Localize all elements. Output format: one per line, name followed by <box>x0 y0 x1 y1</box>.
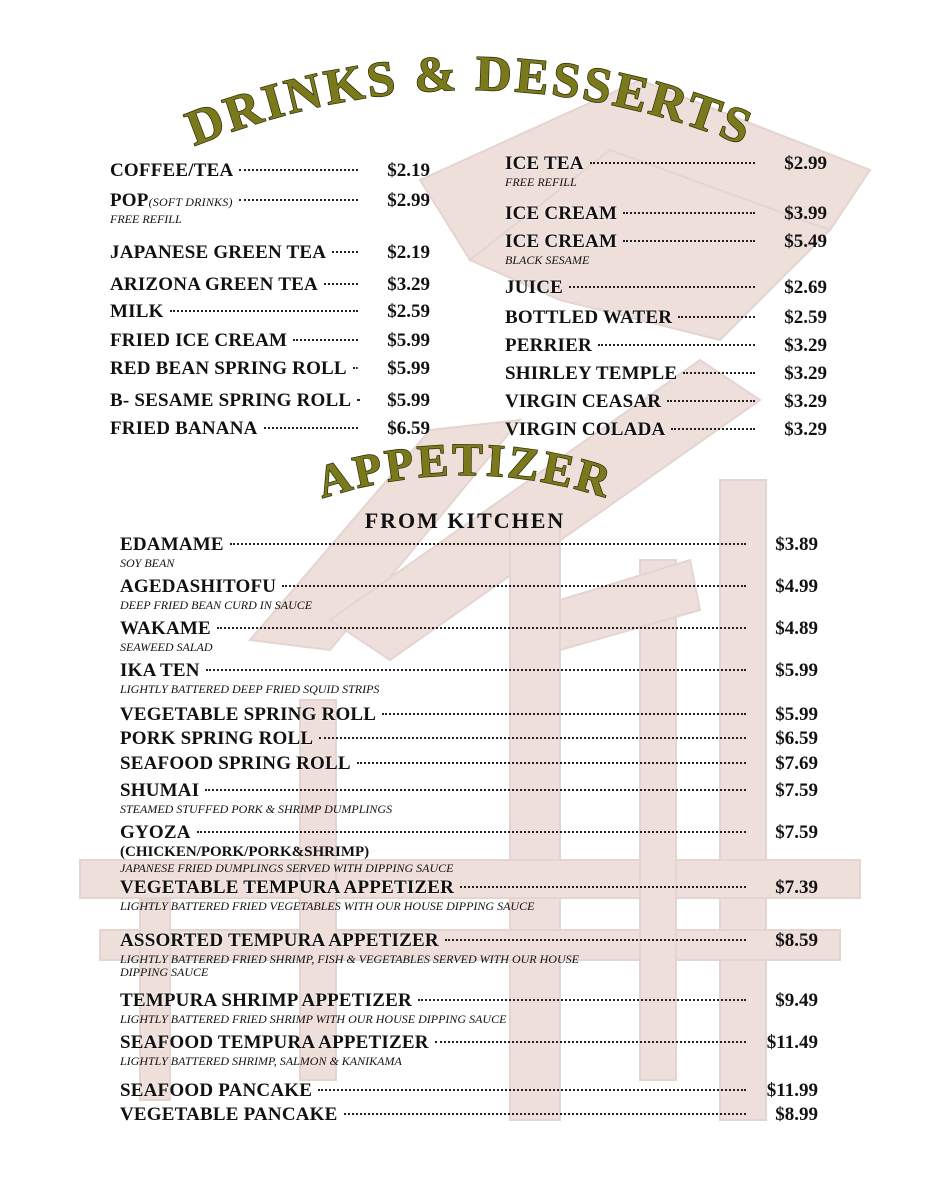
item-variant: (CHICKEN/PORK/PORK&SHRIMP) <box>120 844 370 860</box>
menu-item <box>505 153 827 188</box>
item-price: $3.29 <box>784 419 827 440</box>
item-name: PERRIER <box>505 335 592 356</box>
appetizer-heading-arch <box>0 430 930 520</box>
item-name-detail: (SOFT DRINKS) <box>148 195 233 209</box>
menu-item <box>505 277 827 299</box>
item-name: AGEDASHITOFU <box>120 576 277 597</box>
menu-item <box>505 307 827 329</box>
menu-item <box>120 780 818 815</box>
item-price: $3.99 <box>784 203 827 224</box>
dot-leader <box>239 199 358 201</box>
dot-leader <box>667 400 755 402</box>
item-name: POP(SOFT DRINKS) <box>110 190 233 211</box>
dot-leader <box>264 427 358 429</box>
item-price: $2.99 <box>784 153 827 174</box>
svg-text:DRINKS & DESSERTS <box>178 45 762 156</box>
dot-leader <box>319 737 746 739</box>
menu-item <box>505 335 827 357</box>
menu-item <box>505 231 827 266</box>
menu-item <box>505 203 827 225</box>
item-name: COFFEE/TEA <box>110 160 234 181</box>
item-price: $11.99 <box>766 1080 818 1101</box>
item-description: DEEP FRIED BEAN CURD IN SAUCE <box>120 598 313 612</box>
item-price: $5.99 <box>387 358 430 379</box>
item-price: $6.59 <box>387 418 430 439</box>
dot-leader <box>206 669 746 671</box>
item-price: $2.19 <box>387 242 430 263</box>
dot-leader <box>598 344 755 346</box>
item-price: $3.29 <box>784 335 827 356</box>
item-description: LIGHTLY BATTERED FRIED VEGETABLES WITH OUR HOUSE DIPPING SAUCE <box>120 899 535 913</box>
menu-item <box>110 190 430 225</box>
item-name: SEAFOOD PANCAKE <box>120 1080 313 1101</box>
item-price: $2.99 <box>387 190 430 211</box>
menu-item <box>110 418 430 440</box>
item-name: MILK <box>110 301 164 322</box>
item-name: BOTTLED WATER <box>505 307 673 328</box>
dot-leader <box>332 251 358 253</box>
menu-item <box>120 704 818 726</box>
item-name: WAKAME <box>120 618 211 639</box>
item-price: $3.89 <box>775 534 818 555</box>
dot-leader <box>445 939 746 941</box>
item-price: $4.89 <box>775 618 818 639</box>
menu-item <box>505 391 827 413</box>
item-price: $9.49 <box>775 990 818 1011</box>
dot-leader <box>230 543 746 545</box>
menu-item <box>120 1104 818 1126</box>
dot-leader <box>344 1113 746 1115</box>
item-name: SEAFOOD TEMPURA APPETIZER <box>120 1032 429 1053</box>
item-name: VEGETABLE PANCAKE <box>120 1104 338 1125</box>
menu-item <box>120 576 818 611</box>
dot-leader <box>683 372 755 374</box>
dot-leader <box>170 310 358 312</box>
item-name: ICE CREAM <box>505 203 618 224</box>
item-description: JAPANESE FRIED DUMPLINGS SERVED WITH DIPPING SAUCE <box>120 861 454 875</box>
item-price: $11.49 <box>766 1032 818 1053</box>
menu-item <box>120 753 818 775</box>
item-price: $5.99 <box>775 660 818 681</box>
dot-leader <box>382 713 746 715</box>
item-name: ASSORTED TEMPURA APPETIZER <box>120 930 439 951</box>
item-name: FRIED ICE CREAM <box>110 330 288 351</box>
item-price: $3.29 <box>784 363 827 384</box>
menu-item <box>120 822 818 874</box>
item-name: GYOZA <box>120 822 191 843</box>
item-name: EDAMAME <box>120 534 224 555</box>
item-description: SEAWEED SALAD <box>120 640 213 654</box>
menu-item <box>110 160 430 182</box>
item-price: $2.19 <box>387 160 430 181</box>
menu-item <box>110 330 430 352</box>
item-name: VIRGIN CEASAR <box>505 391 662 412</box>
item-price: $5.99 <box>387 330 430 351</box>
item-description: BLACK SESAME <box>505 253 590 267</box>
item-price: $7.39 <box>775 877 818 898</box>
item-price: $4.99 <box>775 576 818 597</box>
dot-leader <box>293 339 358 341</box>
dot-leader <box>671 428 755 430</box>
item-description: LIGHTLY BATTERED FRIED SHRIMP WITH OUR HOUSE DIPPING SAUCE <box>120 1012 507 1026</box>
dot-leader <box>569 286 755 288</box>
item-description: FREE REFILL <box>110 212 182 226</box>
item-description: LIGHTLY BATTERED FRIED SHRIMP, FISH & VEGETABLES SERVED WITH OUR HOUSE <box>120 952 579 966</box>
dot-leader <box>197 831 746 833</box>
menu-item <box>110 274 430 296</box>
item-price: $8.99 <box>775 1104 818 1125</box>
item-name: SEAFOOD SPRING ROLL <box>120 753 351 774</box>
item-price: $5.99 <box>775 704 818 725</box>
menu-item <box>120 660 818 695</box>
item-price: $3.29 <box>784 391 827 412</box>
menu-item <box>110 390 430 412</box>
dot-leader <box>435 1041 746 1043</box>
item-name: SHUMAI <box>120 780 200 801</box>
item-description: LIGHTLY BATTERED DEEP FRIED SQUID STRIPS <box>120 682 380 696</box>
item-name: ICE CREAM <box>505 231 618 252</box>
menu-item <box>120 1032 818 1067</box>
item-description: LIGHTLY BATTERED SHRIMP, SALMON & KANIKAMA <box>120 1054 402 1068</box>
dot-leader <box>678 316 755 318</box>
item-price: $5.99 <box>387 390 430 411</box>
item-name: JUICE <box>505 277 564 298</box>
item-price: $7.59 <box>775 822 818 843</box>
dot-leader <box>324 283 358 285</box>
item-price: $2.59 <box>784 307 827 328</box>
item-description: DIPPING SAUCE <box>120 965 209 979</box>
svg-text:APPETIZER <box>311 434 619 508</box>
menu-item <box>120 1080 818 1102</box>
menu-item <box>120 877 818 912</box>
item-price: $2.59 <box>387 301 430 322</box>
item-price: $6.59 <box>775 728 818 749</box>
drinks-desserts-title: DRINKS & DESSERTS <box>178 44 762 157</box>
dot-leader <box>282 585 746 587</box>
item-description: STEAMED STUFFED PORK & SHRIMP DUMPLINGS <box>120 802 393 816</box>
item-price: $8.59 <box>775 930 818 951</box>
dot-leader <box>623 212 755 214</box>
dot-leader <box>239 169 358 171</box>
dot-leader <box>217 627 746 629</box>
item-name: TEMPURA SHRIMP APPETIZER <box>120 990 412 1011</box>
menu-item <box>505 363 827 385</box>
item-name: IKA TEN <box>120 660 200 681</box>
item-price: $3.29 <box>387 274 430 295</box>
item-name: VEGETABLE TEMPURA APPETIZER <box>120 877 455 898</box>
from-kitchen-subtitle: FROM KITCHEN <box>364 508 566 533</box>
menu-item <box>120 930 818 978</box>
item-description: SOY BEAN <box>120 556 175 570</box>
menu-item <box>120 618 818 653</box>
item-price: $7.59 <box>775 780 818 801</box>
item-name: PORK SPRING ROLL <box>120 728 314 749</box>
item-name: ICE TEA <box>505 153 584 174</box>
menu-item <box>505 419 827 441</box>
item-name: VIRGIN COLADA <box>505 419 666 440</box>
item-price: $7.69 <box>775 753 818 774</box>
dot-leader <box>460 886 746 888</box>
item-name: FRIED BANANA <box>110 418 258 439</box>
dot-leader <box>353 367 358 369</box>
item-name: VEGETABLE SPRING ROLL <box>120 704 377 725</box>
dot-leader <box>205 789 746 791</box>
dot-leader <box>318 1089 746 1091</box>
item-name: SHIRLEY TEMPLE <box>505 363 678 384</box>
item-name: JAPANESE GREEN TEA <box>110 242 327 263</box>
menu-item <box>120 534 818 569</box>
item-price: $2.69 <box>784 277 827 298</box>
item-name: RED BEAN SPRING ROLL <box>110 358 347 379</box>
dot-leader <box>590 162 755 164</box>
dot-leader <box>357 399 358 401</box>
menu-item <box>110 358 430 380</box>
dot-leader <box>623 240 755 242</box>
dot-leader <box>357 762 746 764</box>
menu-item <box>120 728 818 750</box>
menu-item <box>110 301 430 323</box>
item-name: ARIZONA GREEN TEA <box>110 274 318 295</box>
item-price: $5.49 <box>784 231 827 252</box>
menu-item <box>120 990 818 1025</box>
dot-leader <box>418 999 746 1001</box>
item-description: FREE REFILL <box>505 175 577 189</box>
appetizer-title: APPETIZER <box>310 433 620 508</box>
menu-item <box>110 242 430 264</box>
item-name: B- SESAME SPRING ROLL <box>110 390 352 411</box>
